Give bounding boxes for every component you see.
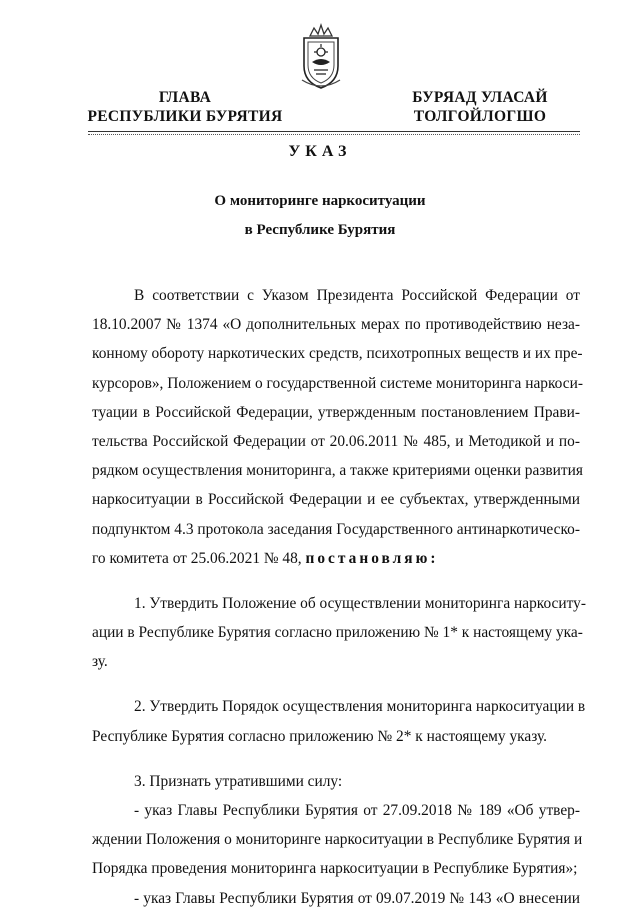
item1-line: зу. [92, 653, 108, 671]
preamble-line: тельства Российской Федерации от 20.06.2011 № 485, и Методикой и по- [92, 432, 580, 450]
paragraph-gap [92, 573, 580, 589]
header-right-line1: БУРЯАД УЛАСАЙ [412, 89, 548, 106]
item3-line: - указ Главы Республики Бурятия от 09.07.2019 № 143 «О внесении [134, 889, 580, 907]
preamble-line: курсоров», Положением о государственной системе мониторинга наркоси- [92, 374, 583, 392]
item1-line: ации в Республике Бурятия согласно приложению № 1* к настоящему ука- [92, 624, 583, 642]
item2-line: Республике Бурятия согласно приложению № 2* к настоящему указу. [92, 727, 547, 745]
header-left-line1: ГЛАВА [158, 89, 212, 106]
document-title-line1: О мониторинге наркоситуации [214, 193, 426, 209]
item3-line: - указ Главы Республики Бурятия от 27.09.2018 № 189 «Об утвер- [134, 802, 580, 819]
header-right [380, 88, 580, 126]
decree-word: постановляю: [305, 549, 439, 567]
document-type: УКАЗ [288, 143, 352, 160]
item3-line: ждении Положения о мониторинге наркоситуации в Республике Бурятия и [92, 831, 583, 849]
header-right-line2: ТОЛГОЙЛОГШО [413, 108, 547, 125]
preamble-line: наркоситуации в Российской Федерации и ее субъектах, утвержденными [92, 491, 580, 509]
item2-line: 2. Утвердить Порядок осуществления мониторинга наркоситуации в [134, 698, 586, 716]
header-divider-dotted [88, 134, 580, 135]
coat-of-arms-icon [296, 22, 346, 92]
paragraph-gap [92, 751, 580, 767]
item3-line: 3. Признать утратившими силу: [134, 772, 343, 790]
header-left [80, 88, 290, 126]
header-left-line2: РЕСПУБЛИКИ БУРЯТИЯ [87, 108, 283, 125]
paragraph-gap [92, 676, 580, 692]
preamble-last-text: го комитета от 25.06.2021 № 48, [92, 549, 306, 567]
preamble-line: подпунктом 4.3 протокола заседания Государственного антинаркотическо- [92, 520, 580, 538]
document-body [92, 281, 586, 913]
header-divider [88, 131, 580, 132]
preamble-line: 18.10.2007 № 1374 «О дополнительных мерах по противодействию неза- [92, 316, 580, 334]
preamble-last-line [92, 544, 580, 573]
preamble-line: конному обороту наркотических средств, психотропных веществ и их пре- [92, 345, 583, 363]
item3-line: Порядка проведения мониторинга наркоситуации в Республике Бурятия»; [92, 860, 578, 878]
preamble-line: туации в Российской Федерации, утвержденным постановлением Прави- [92, 403, 580, 421]
document-title-line2: в Республике Бурятия [244, 222, 396, 238]
item1-line: 1. Утвердить Положение об осуществлении мониторинга наркоситу- [134, 594, 586, 612]
preamble-line: В соответствии с Указом Президента Российской Федерации от [134, 287, 580, 304]
preamble-line: рядком осуществления мониторинга, а также критериями оценки развития [92, 462, 583, 480]
